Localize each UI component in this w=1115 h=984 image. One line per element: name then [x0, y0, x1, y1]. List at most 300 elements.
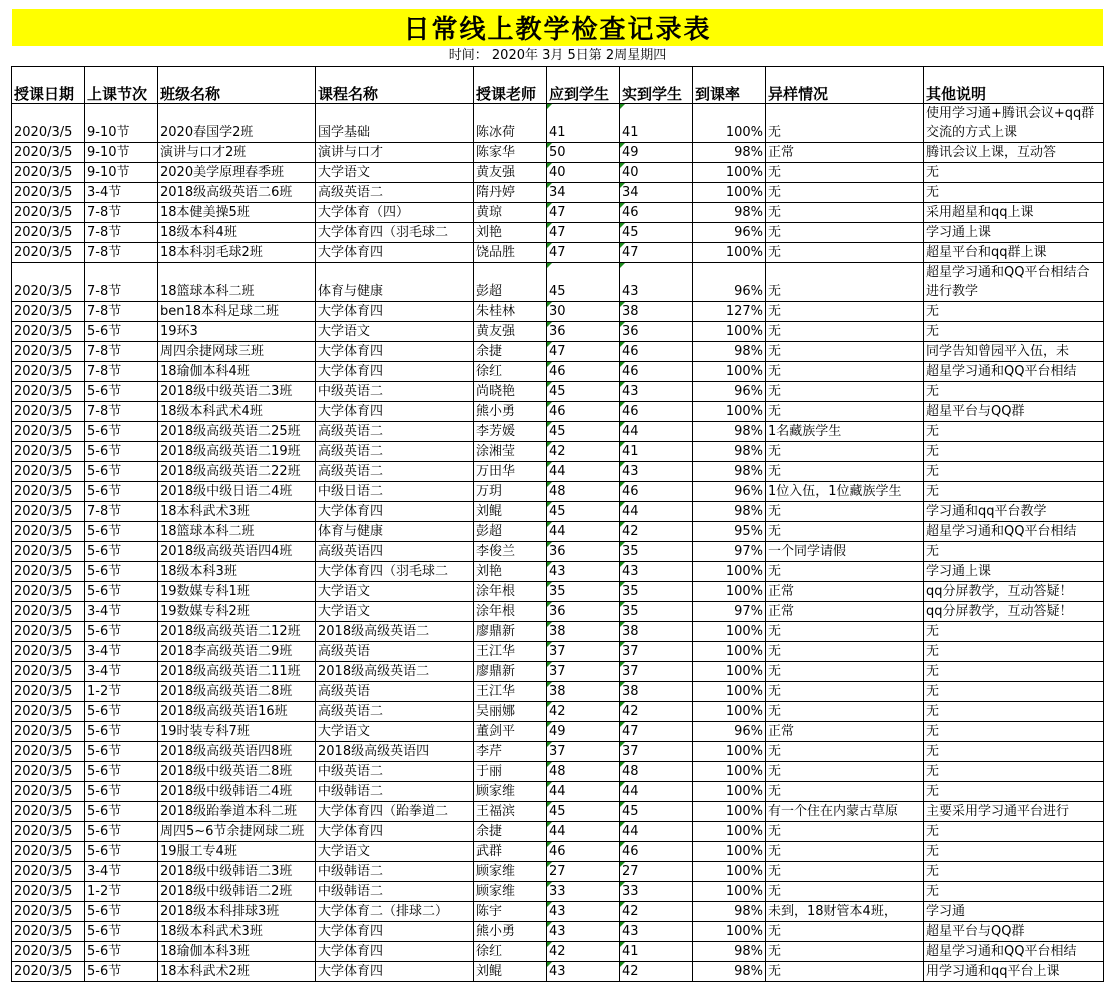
- cell-notes: 无: [924, 482, 1104, 502]
- cell-notes: 主要采用学习通平台进行: [924, 802, 1104, 822]
- cell-actual: 44: [620, 822, 693, 842]
- cell-rate: 98%: [693, 502, 766, 522]
- cell-course: 大学体育四: [316, 342, 474, 362]
- cell-date: 2020/3/5: [12, 442, 85, 462]
- cell-rate: 100%: [693, 104, 766, 143]
- table-row: [12, 203, 1104, 223]
- cell-date: 2020/3/5: [12, 882, 85, 902]
- table-row: [12, 322, 1104, 342]
- cell-rate: 98%: [693, 422, 766, 442]
- cell-date: 2020/3/5: [12, 602, 85, 622]
- cell-teacher: 尚晓艳: [474, 382, 547, 402]
- col-header-expected: 应到学生: [547, 67, 620, 104]
- cell-teacher: 涂年根: [474, 602, 547, 622]
- cell-actual: 44: [620, 502, 693, 522]
- cell-class: 2018级中级英语二8班: [158, 762, 316, 782]
- cell-anomaly: 正常: [766, 722, 924, 742]
- cell-date: 2020/3/5: [12, 243, 85, 263]
- cell-teacher: 王江华: [474, 682, 547, 702]
- cell-expected: 45: [547, 263, 620, 302]
- table-row: [12, 842, 1104, 862]
- cell-class: 18篮球本科二班: [158, 522, 316, 542]
- cell-notes: 无: [924, 662, 1104, 682]
- table-row: [12, 642, 1104, 662]
- cell-period: 7-8节: [85, 502, 158, 522]
- cell-actual: 37: [620, 662, 693, 682]
- cell-class: 18级本科3班: [158, 562, 316, 582]
- cell-course: 大学语文: [316, 582, 474, 602]
- cell-anomaly: 一个同学请假: [766, 542, 924, 562]
- cell-date: 2020/3/5: [12, 402, 85, 422]
- cell-period: 5-6节: [85, 842, 158, 862]
- cell-rate: 96%: [693, 263, 766, 302]
- cell-expected: 42: [547, 702, 620, 722]
- cell-period: 5-6节: [85, 702, 158, 722]
- cell-period: 3-4节: [85, 862, 158, 882]
- cell-date: 2020/3/5: [12, 183, 85, 203]
- cell-expected: 47: [547, 342, 620, 362]
- cell-rate: 100%: [693, 243, 766, 263]
- table-row: [12, 442, 1104, 462]
- cell-notes: 无: [924, 642, 1104, 662]
- col-header-rate: 到课率: [693, 67, 766, 104]
- cell-actual: 42: [620, 522, 693, 542]
- cell-expected: 37: [547, 642, 620, 662]
- cell-period: 5-6节: [85, 542, 158, 562]
- table-row: [12, 582, 1104, 602]
- cell-course: 中级英语二: [316, 762, 474, 782]
- cell-teacher: 刘艳: [474, 562, 547, 582]
- cell-course: 演讲与口才: [316, 143, 474, 163]
- col-header-date: 授课日期: [12, 67, 85, 104]
- cell-course: 中级日语二: [316, 482, 474, 502]
- cell-teacher: 彭超: [474, 263, 547, 302]
- table-row: [12, 402, 1104, 422]
- cell-course: 中级韩语二: [316, 862, 474, 882]
- cell-teacher: 李芹: [474, 742, 547, 762]
- cell-actual: 43: [620, 562, 693, 582]
- cell-period: 9-10节: [85, 143, 158, 163]
- cell-actual: 33: [620, 882, 693, 902]
- cell-course: 高级英语四: [316, 542, 474, 562]
- cell-anomaly: 无: [766, 402, 924, 422]
- cell-actual: 35: [620, 582, 693, 602]
- cell-expected: 47: [547, 223, 620, 243]
- cell-anomaly: 无: [766, 462, 924, 482]
- cell-date: 2020/3/5: [12, 322, 85, 342]
- cell-date: 2020/3/5: [12, 942, 85, 962]
- cell-date: 2020/3/5: [12, 522, 85, 542]
- cell-course: 中级韩语二: [316, 882, 474, 902]
- cell-course: 大学体育四（羽毛球二: [316, 223, 474, 243]
- cell-actual: 46: [620, 362, 693, 382]
- cell-class: 2018级高级英语二12班: [158, 622, 316, 642]
- cell-anomaly: 无: [766, 642, 924, 662]
- cell-notes: 无: [924, 682, 1104, 702]
- cell-course: 2018级高级英语二: [316, 622, 474, 642]
- cell-period: 5-6节: [85, 962, 158, 982]
- cell-class: 2018级中级日语二4班: [158, 482, 316, 502]
- cell-actual: 41: [620, 442, 693, 462]
- cell-class: 18本健美操5班: [158, 203, 316, 223]
- cell-teacher: 吴丽娜: [474, 702, 547, 722]
- cell-expected: 33: [547, 882, 620, 902]
- cell-date: 2020/3/5: [12, 722, 85, 742]
- cell-course: 中级英语二: [316, 382, 474, 402]
- cell-actual: 46: [620, 482, 693, 502]
- cell-class: 18篮球本科二班: [158, 263, 316, 302]
- cell-period: 7-8节: [85, 263, 158, 302]
- cell-notes: 超星学习通和QQ平台相结合进行教学: [924, 263, 1104, 302]
- cell-anomaly: 1名藏族学生: [766, 422, 924, 442]
- cell-anomaly: 无: [766, 522, 924, 542]
- cell-notes: 同学告知曾园平入伍，未: [924, 342, 1104, 362]
- cell-period: 5-6节: [85, 942, 158, 962]
- cell-notes: 无: [924, 302, 1104, 322]
- cell-teacher: 黄琼: [474, 203, 547, 223]
- cell-course: 大学体育四: [316, 942, 474, 962]
- cell-date: 2020/3/5: [12, 263, 85, 302]
- cell-course: 大学体育四: [316, 822, 474, 842]
- cell-expected: 37: [547, 662, 620, 682]
- cell-class: 19数媒专科2班: [158, 602, 316, 622]
- cell-actual: 49: [620, 143, 693, 163]
- cell-notes: 学习通上课: [924, 562, 1104, 582]
- cell-teacher: 董剑平: [474, 722, 547, 742]
- cell-rate: 98%: [693, 342, 766, 362]
- cell-period: 5-6节: [85, 742, 158, 762]
- cell-teacher: 顾家维: [474, 862, 547, 882]
- cell-anomaly: 未到，18财管本4班，: [766, 902, 924, 922]
- cell-course: 大学语文: [316, 602, 474, 622]
- cell-actual: 44: [620, 782, 693, 802]
- cell-period: 5-6节: [85, 802, 158, 822]
- cell-anomaly: 无: [766, 842, 924, 862]
- table-row: [12, 802, 1104, 822]
- cell-period: 7-8节: [85, 243, 158, 263]
- table-row: [12, 822, 1104, 842]
- cell-notes: 无: [924, 163, 1104, 183]
- cell-period: 5-6节: [85, 722, 158, 742]
- cell-expected: 48: [547, 762, 620, 782]
- cell-expected: 46: [547, 362, 620, 382]
- cell-course: 高级英语: [316, 682, 474, 702]
- cell-anomaly: 无: [766, 942, 924, 962]
- cell-anomaly: 无: [766, 362, 924, 382]
- cell-teacher: 王江华: [474, 642, 547, 662]
- cell-rate: 98%: [693, 902, 766, 922]
- cell-class: 2018级中级韩语二2班: [158, 882, 316, 902]
- table-row: [12, 502, 1104, 522]
- cell-class: 2018级高级英语二22班: [158, 462, 316, 482]
- table-row: [12, 183, 1104, 203]
- cell-notes: qq分屏教学，互动答疑！: [924, 582, 1104, 602]
- cell-teacher: 陈家华: [474, 143, 547, 163]
- cell-teacher: 刘鲲: [474, 962, 547, 982]
- cell-actual: 45: [620, 223, 693, 243]
- cell-expected: 30: [547, 302, 620, 322]
- cell-class: 2018级高级英语二6班: [158, 183, 316, 203]
- cell-period: 7-8节: [85, 362, 158, 382]
- cell-date: 2020/3/5: [12, 542, 85, 562]
- cell-actual: 43: [620, 263, 693, 302]
- cell-actual: 37: [620, 742, 693, 762]
- cell-rate: 100%: [693, 822, 766, 842]
- date-line: 时间： 2020年 3月 5日第 2周星期四: [448, 48, 667, 63]
- cell-date: 2020/3/5: [12, 482, 85, 502]
- cell-teacher: 顾家维: [474, 782, 547, 802]
- table-row: [12, 263, 1104, 302]
- cell-course: 大学体育四: [316, 502, 474, 522]
- cell-teacher: 李芳媛: [474, 422, 547, 442]
- cell-notes: 用学习通和qq平台上课: [924, 962, 1104, 982]
- cell-period: 3-4节: [85, 183, 158, 203]
- cell-period: 3-4节: [85, 662, 158, 682]
- cell-rate: 100%: [693, 362, 766, 382]
- cell-anomaly: 无: [766, 862, 924, 882]
- cell-period: 5-6节: [85, 442, 158, 462]
- cell-rate: 100%: [693, 642, 766, 662]
- cell-course: 大学体育四（羽毛球二: [316, 562, 474, 582]
- cell-actual: 41: [620, 104, 693, 143]
- cell-rate: 97%: [693, 542, 766, 562]
- cell-rate: 100%: [693, 402, 766, 422]
- cell-rate: 100%: [693, 322, 766, 342]
- cell-actual: 43: [620, 922, 693, 942]
- cell-period: 5-6节: [85, 482, 158, 502]
- cell-period: 5-6节: [85, 902, 158, 922]
- cell-expected: 46: [547, 402, 620, 422]
- cell-rate: 98%: [693, 962, 766, 982]
- table-row: [12, 902, 1104, 922]
- cell-course: 高级英语: [316, 642, 474, 662]
- cell-period: 9-10节: [85, 163, 158, 183]
- table-row: [12, 722, 1104, 742]
- cell-anomaly: 无: [766, 342, 924, 362]
- cell-actual: 46: [620, 342, 693, 362]
- cell-anomaly: 无: [766, 662, 924, 682]
- cell-notes: 无: [924, 742, 1104, 762]
- cell-expected: 46: [547, 842, 620, 862]
- cell-rate: 100%: [693, 183, 766, 203]
- cell-period: 9-10节: [85, 104, 158, 143]
- cell-course: 大学体育四: [316, 962, 474, 982]
- cell-notes: 学习通: [924, 902, 1104, 922]
- cell-period: 5-6节: [85, 782, 158, 802]
- cell-course: 大学语文: [316, 722, 474, 742]
- table-row: [12, 522, 1104, 542]
- cell-course: 大学体育四: [316, 922, 474, 942]
- table-row: [12, 702, 1104, 722]
- cell-anomaly: 无: [766, 742, 924, 762]
- cell-notes: 超星学习通和QQ平台相结: [924, 942, 1104, 962]
- cell-actual: 40: [620, 163, 693, 183]
- cell-expected: 27: [547, 862, 620, 882]
- cell-period: 1-2节: [85, 682, 158, 702]
- cell-expected: 44: [547, 822, 620, 842]
- cell-date: 2020/3/5: [12, 902, 85, 922]
- cell-notes: 无: [924, 762, 1104, 782]
- cell-class: ben18本科足球二班: [158, 302, 316, 322]
- col-header-teacher: 授课老师: [474, 67, 547, 104]
- cell-period: 5-6节: [85, 762, 158, 782]
- cell-notes: 使用学习通+腾讯会议+qq群交流的方式上课: [924, 104, 1104, 143]
- cell-teacher: 于丽: [474, 762, 547, 782]
- cell-course: 大学语文: [316, 163, 474, 183]
- cell-date: 2020/3/5: [12, 842, 85, 862]
- cell-expected: 38: [547, 682, 620, 702]
- cell-anomaly: 无: [766, 502, 924, 522]
- cell-anomaly: 无: [766, 442, 924, 462]
- cell-course: 大学语文: [316, 322, 474, 342]
- cell-date: 2020/3/5: [12, 582, 85, 602]
- cell-period: 5-6节: [85, 822, 158, 842]
- cell-teacher: 饶品胜: [474, 243, 547, 263]
- title-bar: [12, 9, 1103, 46]
- cell-teacher: 廖鼎新: [474, 662, 547, 682]
- cell-expected: 37: [547, 742, 620, 762]
- cell-actual: 47: [620, 722, 693, 742]
- cell-actual: 34: [620, 183, 693, 203]
- header-row: [12, 67, 1104, 104]
- cell-period: 7-8节: [85, 302, 158, 322]
- col-header-actual: 实到学生: [620, 67, 693, 104]
- cell-class: 18本科武术2班: [158, 962, 316, 982]
- cell-notes: 超星平台与QQ群: [924, 402, 1104, 422]
- cell-expected: 45: [547, 422, 620, 442]
- cell-expected: 45: [547, 382, 620, 402]
- record-table: [11, 66, 1104, 982]
- table-row: [12, 782, 1104, 802]
- cell-expected: 45: [547, 802, 620, 822]
- table-row: [12, 862, 1104, 882]
- cell-anomaly: 无: [766, 183, 924, 203]
- cell-class: 2018级中级韩语二3班: [158, 862, 316, 882]
- cell-date: 2020/3/5: [12, 862, 85, 882]
- cell-teacher: 涂年根: [474, 582, 547, 602]
- cell-notes: 无: [924, 782, 1104, 802]
- cell-class: 18级本科4班: [158, 223, 316, 243]
- cell-date: 2020/3/5: [12, 163, 85, 183]
- cell-actual: 38: [620, 302, 693, 322]
- cell-expected: 43: [547, 922, 620, 942]
- table-row: [12, 482, 1104, 502]
- cell-notes: 无: [924, 622, 1104, 642]
- cell-teacher: 陈宇: [474, 902, 547, 922]
- cell-notes: 无: [924, 862, 1104, 882]
- cell-anomaly: 无: [766, 243, 924, 263]
- cell-anomaly: 正常: [766, 602, 924, 622]
- cell-class: 2018级中级韩语二4班: [158, 782, 316, 802]
- col-header-class: 班级名称: [158, 67, 316, 104]
- cell-notes: 无: [924, 442, 1104, 462]
- cell-class: 2018级高级英语二25班: [158, 422, 316, 442]
- cell-date: 2020/3/5: [12, 662, 85, 682]
- cell-date: 2020/3/5: [12, 962, 85, 982]
- cell-date: 2020/3/5: [12, 302, 85, 322]
- cell-teacher: 廖鼎新: [474, 622, 547, 642]
- cell-expected: 48: [547, 482, 620, 502]
- cell-anomaly: 正常: [766, 143, 924, 163]
- cell-date: 2020/3/5: [12, 502, 85, 522]
- cell-rate: 98%: [693, 462, 766, 482]
- cell-actual: 46: [620, 402, 693, 422]
- table-row: [12, 243, 1104, 263]
- cell-actual: 48: [620, 762, 693, 782]
- cell-class: 2018级高级英语16班: [158, 702, 316, 722]
- cell-rate: 100%: [693, 682, 766, 702]
- cell-rate: 98%: [693, 203, 766, 223]
- cell-actual: 38: [620, 622, 693, 642]
- cell-anomaly: 无: [766, 702, 924, 722]
- cell-notes: 无: [924, 462, 1104, 482]
- cell-rate: 96%: [693, 382, 766, 402]
- cell-course: 高级英语二: [316, 462, 474, 482]
- cell-anomaly: 1位入伍，1位藏族学生: [766, 482, 924, 502]
- cell-rate: 100%: [693, 622, 766, 642]
- cell-actual: 46: [620, 203, 693, 223]
- cell-class: 演讲与口才2班: [158, 143, 316, 163]
- cell-class: 19时装专科7班: [158, 722, 316, 742]
- cell-period: 7-8节: [85, 203, 158, 223]
- cell-expected: 43: [547, 902, 620, 922]
- cell-rate: 96%: [693, 482, 766, 502]
- cell-course: 大学语文: [316, 842, 474, 862]
- cell-actual: 37: [620, 642, 693, 662]
- col-header-anomaly: 异样情况: [766, 67, 924, 104]
- cell-rate: 98%: [693, 942, 766, 962]
- cell-notes: 学习通上课: [924, 223, 1104, 243]
- cell-date: 2020/3/5: [12, 143, 85, 163]
- cell-rate: 100%: [693, 842, 766, 862]
- cell-period: 1-2节: [85, 882, 158, 902]
- cell-class: 2018级跆拳道本科二班: [158, 802, 316, 822]
- cell-anomaly: 无: [766, 622, 924, 642]
- cell-actual: 27: [620, 862, 693, 882]
- cell-anomaly: 无: [766, 223, 924, 243]
- cell-expected: 44: [547, 522, 620, 542]
- cell-period: 3-4节: [85, 602, 158, 622]
- cell-notes: 无: [924, 183, 1104, 203]
- table-row: [12, 962, 1104, 982]
- cell-rate: 100%: [693, 562, 766, 582]
- cell-notes: qq分屏教学，互动答疑！: [924, 602, 1104, 622]
- table-row: [12, 362, 1104, 382]
- cell-class: 2018级高级英语二19班: [158, 442, 316, 462]
- cell-period: 5-6节: [85, 582, 158, 602]
- cell-date: 2020/3/5: [12, 422, 85, 442]
- table-row: [12, 942, 1104, 962]
- cell-anomaly: 无: [766, 382, 924, 402]
- cell-expected: 45: [547, 502, 620, 522]
- table-row: [12, 882, 1104, 902]
- cell-teacher: 万田华: [474, 462, 547, 482]
- cell-expected: 50: [547, 143, 620, 163]
- cell-class: 2018级本科排球3班: [158, 902, 316, 922]
- cell-class: 2018级高级英语二11班: [158, 662, 316, 682]
- cell-notes: 无: [924, 882, 1104, 902]
- cell-date: 2020/3/5: [12, 342, 85, 362]
- cell-class: 2018级高级英语二8班: [158, 682, 316, 702]
- cell-actual: 45: [620, 802, 693, 822]
- cell-notes: 无: [924, 842, 1104, 862]
- cell-date: 2020/3/5: [12, 802, 85, 822]
- cell-notes: 无: [924, 322, 1104, 342]
- cell-course: 大学体育四: [316, 243, 474, 263]
- cell-anomaly: 有一个住在内蒙古草原: [766, 802, 924, 822]
- cell-date: 2020/3/5: [12, 742, 85, 762]
- cell-date: 2020/3/5: [12, 642, 85, 662]
